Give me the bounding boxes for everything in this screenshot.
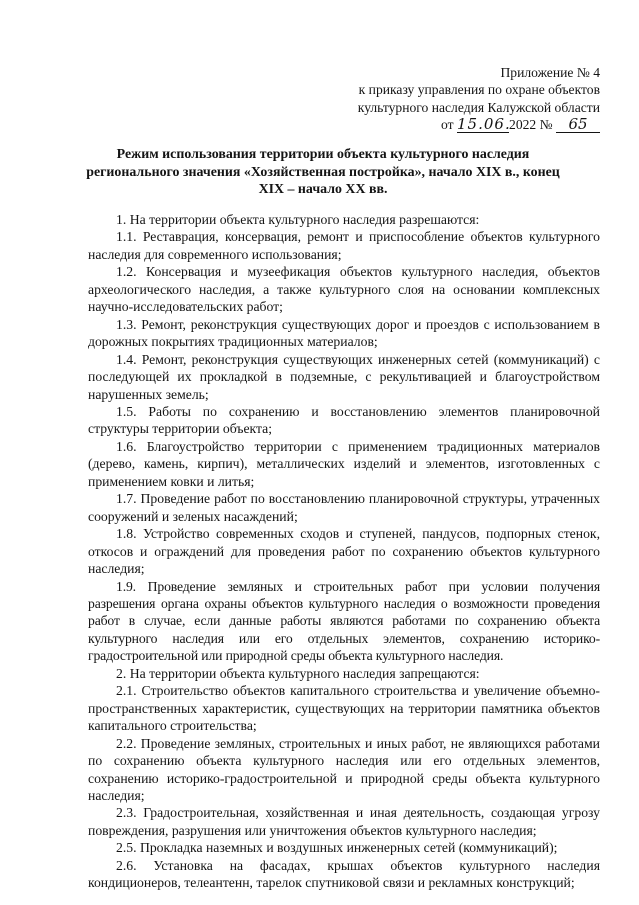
appendix-number: Приложение № 4 (500, 65, 600, 80)
section-1-heading: 1. На территории объекта культурного наследия разрешаются: (116, 212, 480, 227)
order-year: 2022 (509, 117, 537, 133)
clause-1-6: 1.6. Благоустройство территории с применением традиционных материалов (дерево, камень, кирпич), металлических изделий и элементов, изготовленных с применением ковки и литья; (88, 438, 600, 489)
clause-1-3: 1.3. Ремонт, реконструкция существующих дорог и проездов с использованием в дорожных покрытиях традиционных материалов; (88, 316, 600, 350)
clause-1-2: 1.2. Консервация и музеефикация объектов культурного наследия, объектов археологического наследия, а также культурного слоя на основании комплексных научно-исследовательских работ; (88, 264, 600, 315)
clause-1-4: 1.4. Ремонт, реконструкция существующих инженерных сетей (коммуникаций) с последующей их прокладкой в подземные, с рекультивацией и благоустройством нарушенных земель; (88, 351, 600, 402)
appendix-authority: культурного наследия Калужской области (357, 99, 600, 115)
clause-1-9: 1.9. Проведение земляных и строительных работ при условии получения разрешения органа охраны объектов культурного наследия о возможности проведения работ в случае, если данные работы являются работами по сохранению объекта культурного наследия или его отдельных элементов, сохранению историко-градостроительной или природной среды объекта культурного наследия. (88, 578, 600, 664)
clause-1-8: 1.8. Устройство современных сходов и ступеней, пандусов, подпорных стенок, откосов и ограждений для проведения работ по сохранению объектов культурного наследия; (88, 526, 600, 577)
clause-1-5: 1.5. Работы по сохранению и восстановлению элементов планировочной структуры территории объекта; (88, 403, 600, 437)
order-date-line (358, 116, 600, 133)
document-title: Режим использования территории объекта культурного наследия регионального значения «Хозяйственная постройка», начало XIX в., конец XIX – начало XX вв. (86, 147, 560, 197)
appendix-header (358, 64, 600, 134)
clause-1-7: 1.7. Проведение работ по восстановлению планировочной структуры, утраченных сооружений и зеленых насаждений; (88, 491, 600, 524)
document-body (88, 211, 600, 892)
clause-2-6: 2.6. Установка на фасадах, крышах объектов культурного наследия кондиционеров, телеантенн, тарелок спутниковой связи и рекламных конструкций; (88, 857, 600, 891)
clause-2-3: 2.3. Градостроительная, хозяйственная и иная деятельность, создающая угрозу повреждения, разрушения или уничтожения объектов культурного наследия; (88, 805, 600, 838)
section-2-heading: 2. На территории объекта культурного наследия запрещаются: (116, 665, 480, 681)
clause-2-1: 2.1. Строительство объектов капитального строительства и увеличение объемно-пространственных характеристик, существующих на территории памятника объектов капитального строительства; (88, 683, 600, 734)
clause-1-1: 1.1. Реставрация, консервация, ремонт и приспособление объектов культурного наследия для современного использования; (88, 229, 600, 262)
date-prefix: от (441, 117, 454, 133)
number-prefix: № (539, 117, 553, 133)
appendix-order-ref: к приказу управления по охране объектов (358, 82, 600, 98)
handwritten-order-number: 65 (556, 116, 600, 133)
handwritten-date: 15.06. (457, 115, 511, 134)
clause-2-2: 2.2. Проведение земляных, строительных и иных работ, не являющихся работами по сохранению объекта культурного наследия или его отдельных элементов, сохранению историко-градостроительной и природной среды объекта культурного наследия; (88, 735, 600, 803)
clause-2-5: 2.5. Прокладка наземных и воздушных инженерных сетей (коммуникаций); (116, 840, 558, 856)
